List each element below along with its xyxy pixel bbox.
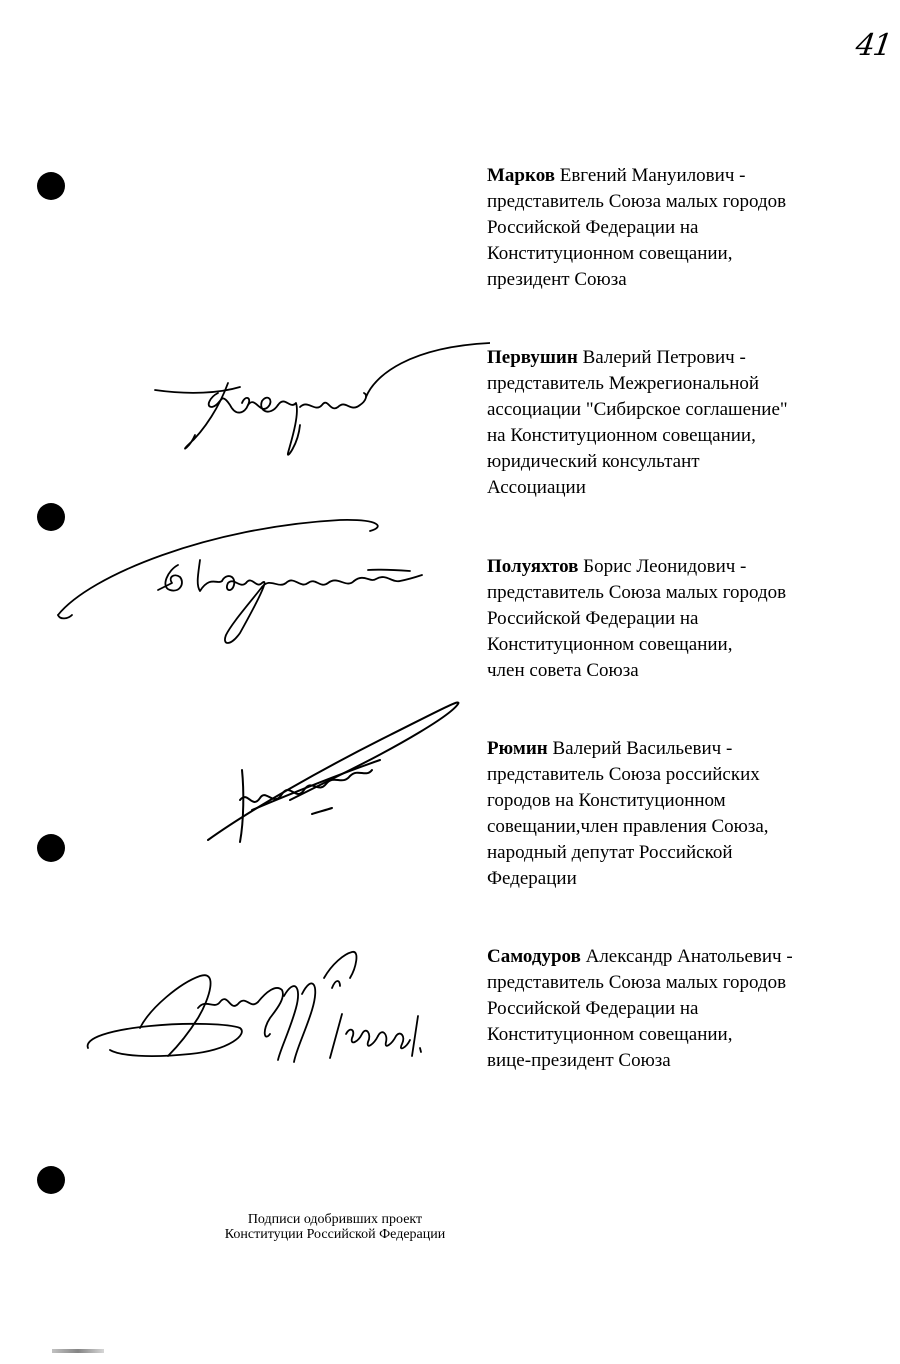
document-caption xyxy=(190,1212,480,1242)
binder-hole xyxy=(37,1166,65,1194)
entry-line: юридический консультант xyxy=(487,451,700,472)
signatory-surname: Полуяхтов xyxy=(487,556,579,577)
binder-hole xyxy=(37,834,65,862)
signatory-given-names: Александр Анатольевич - xyxy=(585,946,793,967)
binder-hole xyxy=(37,172,65,200)
entry-line: президент Союза xyxy=(487,269,627,290)
signatory-surname: Рюмин xyxy=(487,738,548,759)
signatory-given-names: Валерий Петрович - xyxy=(582,347,746,368)
entry-heading xyxy=(487,345,887,371)
signatory-entry-poluyakhtov xyxy=(487,554,887,684)
signatory-entry-markov xyxy=(487,163,887,293)
signatory-surname: Первушин xyxy=(487,347,578,368)
entry-line: Российской Федерации на xyxy=(487,608,699,629)
entry-line: Федерации xyxy=(487,868,577,889)
entry-heading xyxy=(487,554,887,580)
entry-line: на Конституционном совещании, xyxy=(487,425,756,446)
signatory-given-names: Борис Леонидович - xyxy=(583,556,747,577)
entry-line: совещании,член правления Союза, xyxy=(487,816,769,837)
signatory-surname: Самодуров xyxy=(487,946,581,967)
entry-heading xyxy=(487,163,887,189)
entry-line: Конституционном совещании, xyxy=(487,243,733,264)
signatory-entry-pervushin xyxy=(487,345,887,501)
entry-line: Российской Федерации на xyxy=(487,217,699,238)
entry-line: представитель Союза малых городов xyxy=(487,972,787,993)
entry-heading xyxy=(487,736,887,762)
entry-line: Российской Федерации на xyxy=(487,998,699,1019)
entry-line: Ассоциации xyxy=(487,477,586,498)
entry-line: член совета Союза xyxy=(487,660,639,681)
caption-line-2: Конституции Российской Федерации xyxy=(224,1227,446,1242)
entry-line: представитель Союза малых городов xyxy=(487,191,787,212)
entry-line: народный депутат Российской xyxy=(487,842,733,863)
signature-ryumin xyxy=(200,690,470,850)
entry-heading xyxy=(487,944,887,970)
entry-line: городов на Конституционном xyxy=(487,790,726,811)
entry-line: ассоциации "Сибирское соглашение" xyxy=(487,399,788,420)
entry-line: представитель Межрегиональной xyxy=(487,373,760,394)
scan-smudge xyxy=(52,1349,104,1353)
entry-line: Конституционном совещании, xyxy=(487,634,733,655)
signatory-entry-samodurov xyxy=(487,944,887,1074)
entry-line: представитель Союза малых городов xyxy=(487,582,787,603)
entry-line: представитель Союза российских xyxy=(487,764,760,785)
page-number: 41 xyxy=(853,28,893,63)
signatory-given-names: Валерий Васильевич - xyxy=(552,738,733,759)
signatory-entry-ryumin xyxy=(487,736,887,892)
signature-pervushin xyxy=(150,335,490,470)
entry-line: Конституционном совещании, xyxy=(487,1024,733,1045)
signatory-surname: Марков xyxy=(487,165,555,186)
signature-samodurov xyxy=(80,938,440,1073)
signatory-given-names: Евгений Мануилович - xyxy=(559,165,746,186)
caption-line-1: Подписи одобривших проект xyxy=(247,1212,423,1227)
entry-line: вице-президент Союза xyxy=(487,1050,671,1071)
signature-poluyakhtov xyxy=(50,515,430,655)
